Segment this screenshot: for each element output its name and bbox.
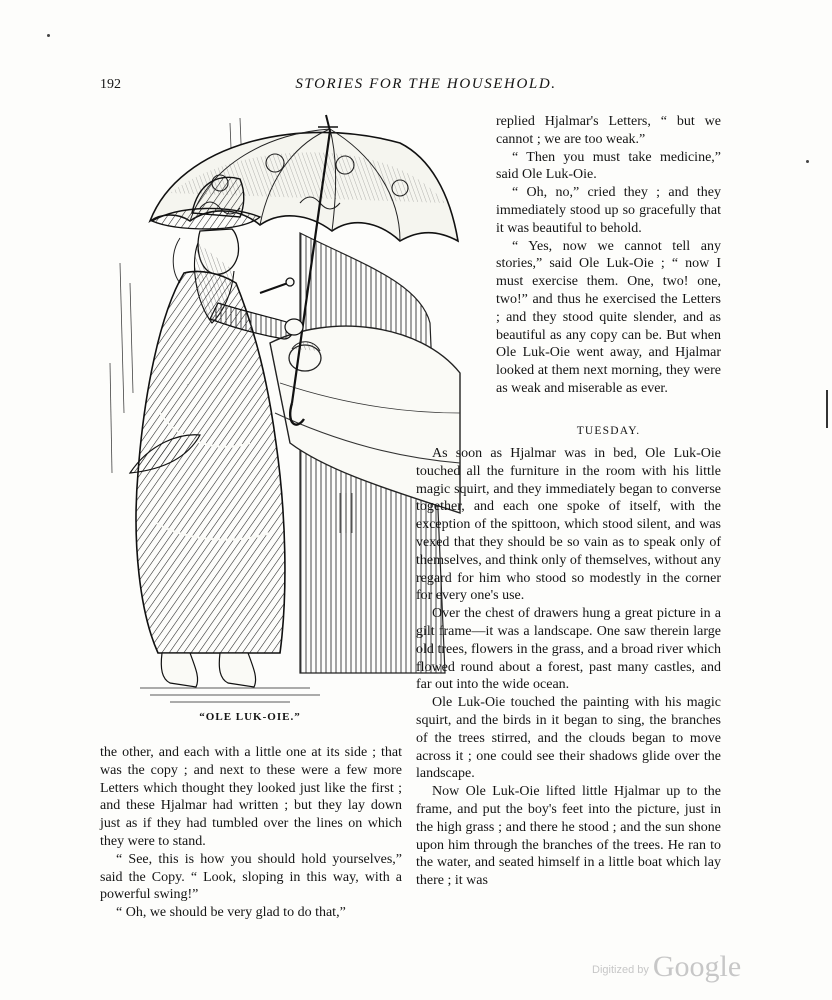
section-heading-tuesday: TUESDAY. — [576, 425, 641, 437]
paragraph: the other, and each with a little one at its side ; that was the copy ; and next to these were a few more Letters which thought they looked just like the first ; and these Hjalmar had written ; but they lay down just as if they had tumbled over the lines on which they were to stand. — [100, 745, 402, 849]
scan-speck — [47, 34, 50, 37]
left-column-bottom-text — [100, 744, 402, 922]
paragraph: As soon as Hjalmar was in bed, Ole Luk-Oie touched all the furniture in the room with his little magic squirt, and they immediately began to converse together, and each one spoke of itself, with the exception of the spittoon, which stood silent, and was vexed that they should be so vain as to speak only of themselves, and think only of themselves, without any regard for him who stood so modestly in the corner for every one's use. — [416, 446, 721, 604]
paragraph: “ Then you must take medicine,” said Ole Luk-Oie. — [496, 149, 721, 183]
margin-mark — [826, 390, 828, 428]
paragraph: “ Yes, now we cannot tell any stories,” said Ole Luk-Oie ; “ now I must exercise them. One, two! one, two!” and thus he exercised the Letters ; and they stood quite slender, and as beautiful as any copy can be. But when Ole Luk-Oie went away, and Hjalmar looked at them next morning, they were as weak and miserable as ever. — [496, 238, 721, 396]
paragraph: “ Oh, we should be very glad to do that,” — [116, 905, 346, 921]
paragraph: Ole Luk-Oie touched the painting with his magic squirt, and the birds in it began to sing, the branches of the trees stirred, and the clouds began to move across it ; one could see their shadows glide over the landscape. — [416, 695, 721, 782]
right-column-main-text — [416, 445, 721, 890]
right-column-top-text — [496, 113, 721, 398]
illustration-caption: “OLE LUK-OIE.” — [199, 711, 301, 723]
google-digitized-watermark — [592, 950, 772, 990]
paragraph: “ See, this is how you should hold yourselves,” said the Copy. “ Look, sloping in this way, with a powerful swing!” — [100, 851, 402, 903]
paragraph: Now Ole Luk-Oie lifted little Hjalmar up to the frame, and put the boy's feet into the picture, just in the high grass ; and there he stood ; and the sun shone upon him through the branches of the trees. He ran to the water, and seated himself in a little boat which lay there ; it was — [416, 784, 721, 889]
paragraph: Over the chest of drawers hung a great picture in a gilt frame—it was a landscape. One saw therein large old trees, flowers in the grass, and a broad river which flowed round about a forest, past many castles, and far out into the wide ocean. — [416, 606, 721, 693]
page-number: 192 — [100, 77, 121, 92]
watermark-prefix: Digitized by — [592, 964, 649, 976]
ole-luk-oie-illustration — [100, 113, 462, 708]
paragraph: replied Hjalmar's Letters, “ but we cannot ; we are too weak.” — [496, 114, 721, 147]
running-head: STORIES FOR THE HOUSEHOLD. — [295, 76, 557, 92]
paragraph: “ Oh, no,” cried they ; and they immediately stood up so gracefully that it was beautiful to behold. — [496, 185, 721, 236]
watermark-brand: Google — [652, 950, 742, 983]
scan-speck — [806, 160, 809, 163]
